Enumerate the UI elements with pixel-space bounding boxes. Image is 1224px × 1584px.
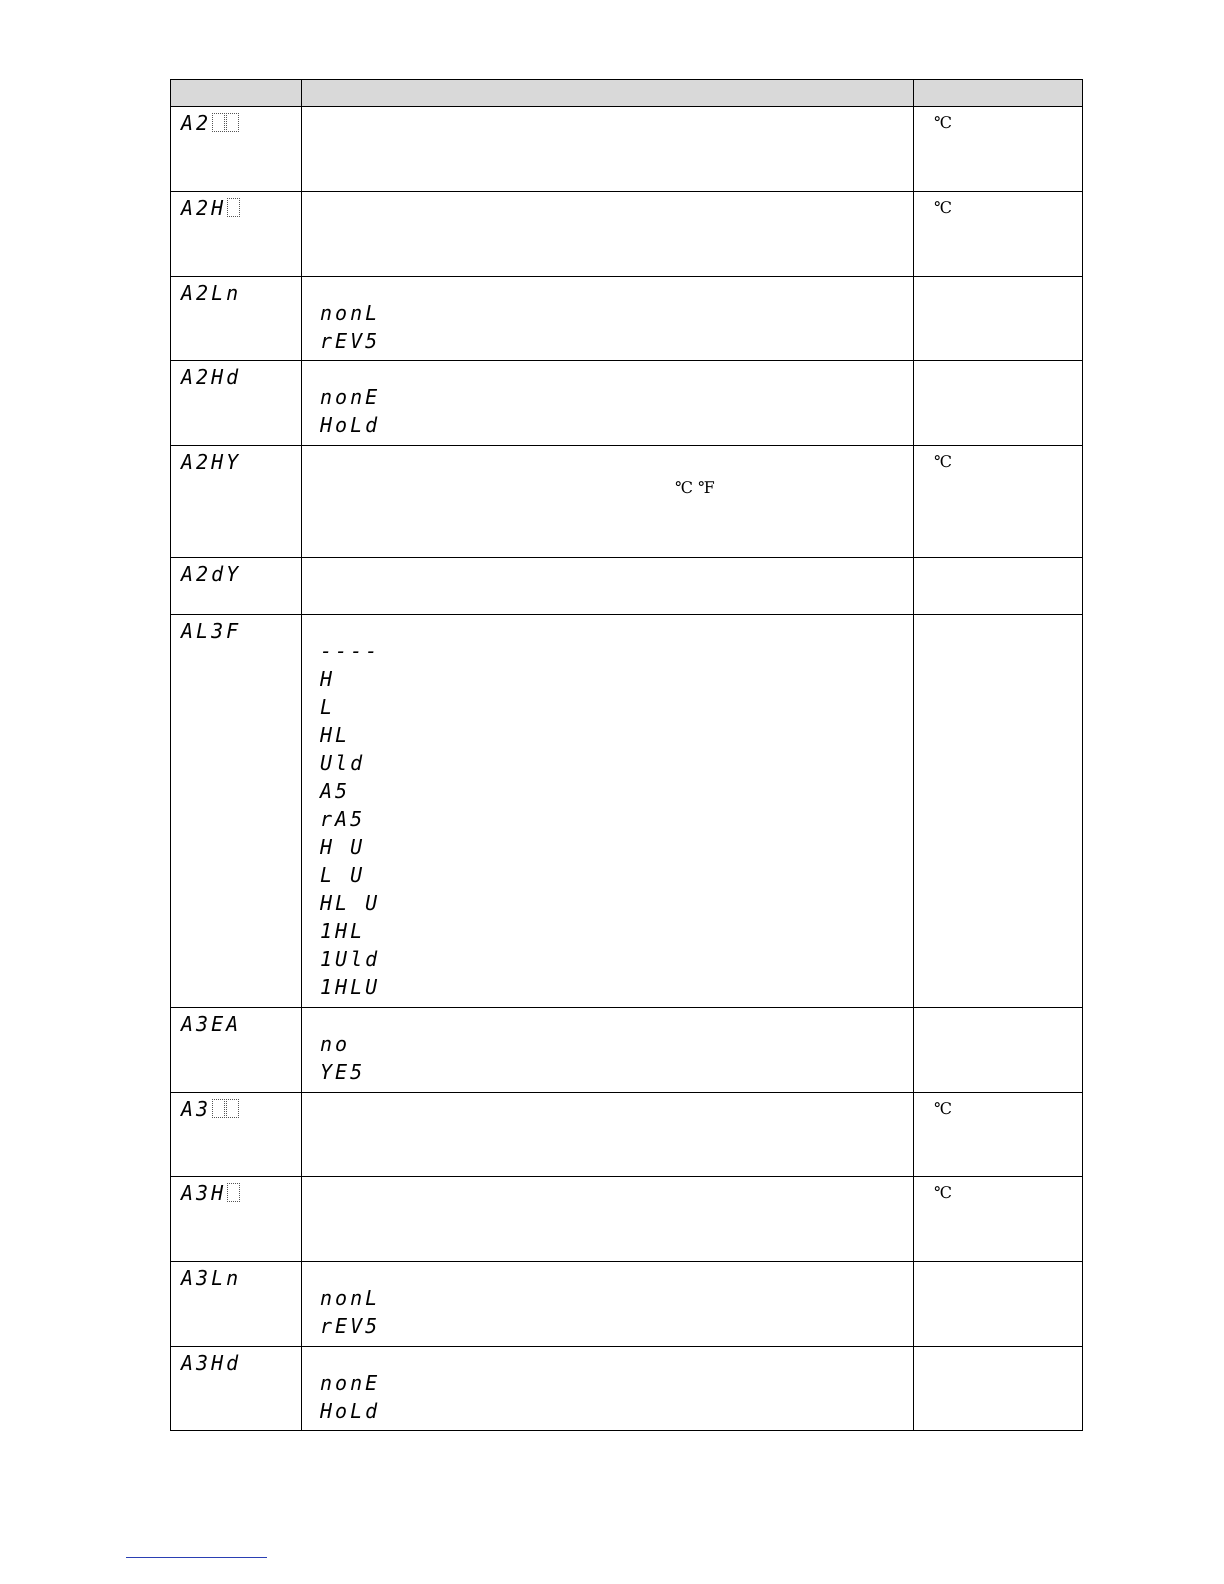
blank-digit-box [227,198,240,217]
blank-digit-box [212,1099,225,1118]
unit-cell [914,1008,1083,1093]
table-row [171,1262,1083,1347]
parameter-code: A3H [181,1181,227,1205]
parameter-code: A2H [181,196,227,220]
option-code: nonE [320,1371,381,1395]
table-row [171,558,1083,615]
unit-cell: ℃ [914,1177,1083,1262]
option-code: HoLd [320,413,381,437]
unit-cell: ℃ [914,107,1083,192]
parameter-code-cell [171,361,302,446]
option-code: 1HL [320,919,366,943]
option-code: H [320,667,336,691]
unit-cell: ℃ [914,1093,1083,1177]
option-code: A5 [320,779,351,803]
header-description [302,80,914,107]
table-row [171,1093,1083,1177]
blank-digit-box [226,1099,239,1118]
table-row [171,361,1083,446]
option-code: YE5 [320,1060,366,1084]
unit-cell [914,1347,1083,1431]
parameter-code-cell [171,192,302,277]
option-code: nonL [320,301,381,325]
unit-cell: ℃ [914,446,1083,558]
table-row [171,1347,1083,1431]
footer-link-underline[interactable] [126,1557,267,1558]
option-code: 1HLU [320,975,381,999]
option-code: no [320,1032,351,1056]
parameter-code: AL3F [181,619,242,643]
blank-digit-box [227,1183,240,1202]
description-cell [302,192,914,277]
header-unit [914,80,1083,107]
parameter-code-cell [171,615,302,1008]
table-row [171,107,1083,192]
parameter-code: A3Ln [181,1266,242,1290]
description-cell [302,558,914,615]
parameter-code-cell [171,107,302,192]
unit-cell [914,558,1083,615]
parameter-code-cell [171,277,302,361]
description-cell [302,107,914,192]
option-code: 1Uld [320,947,381,971]
description-cell [302,1347,914,1431]
option-code: nonE [320,385,381,409]
blank-digit-box [212,113,225,132]
parameter-code-cell [171,1347,302,1431]
option-code: L [320,695,336,719]
unit-cell [914,361,1083,446]
option-code: rA5 [320,807,366,831]
parameter-code-cell [171,446,302,558]
parameter-code-cell [171,1262,302,1347]
parameter-code: A2 [181,111,212,135]
description-cell [302,277,914,361]
parameter-code-cell [171,1177,302,1262]
table-row [171,192,1083,277]
option-code: HL U [320,891,381,915]
option-code: HL [320,723,351,747]
description-cell [302,615,914,1008]
parameter-code: A3Hd [181,1351,242,1375]
parameter-code: A3EA [181,1012,242,1036]
option-code: HoLd [320,1399,381,1423]
description-cell [302,361,914,446]
option-code: ---- [320,639,381,663]
parameter-code-cell [171,1008,302,1093]
parameter-code: A2Hd [181,365,242,389]
option-code: rEV5 [320,329,381,353]
option-code: rEV5 [320,1314,381,1338]
option-code: L U [320,863,366,887]
table-header-row [171,80,1083,107]
unit-cell [914,277,1083,361]
parameter-table [170,79,1083,1431]
option-code: nonL [320,1286,381,1310]
unit-cell: ℃ [914,192,1083,277]
description-cell [302,446,914,558]
table-row [171,615,1083,1008]
table-row [171,277,1083,361]
parameter-code-cell [171,558,302,615]
unit-note: ℃ ℉ [675,478,715,497]
parameter-code: A2Ln [181,281,242,305]
parameter-code: A3 [181,1097,212,1121]
table-row [171,1177,1083,1262]
description-cell [302,1008,914,1093]
parameter-code: A2HY [181,450,242,474]
description-cell [302,1262,914,1347]
unit-cell [914,615,1083,1008]
parameter-code-cell [171,1093,302,1177]
option-code: Uld [320,751,366,775]
header-code [171,80,302,107]
option-code: H U [320,835,366,859]
unit-cell [914,1262,1083,1347]
description-cell [302,1177,914,1262]
description-cell [302,1093,914,1177]
blank-digit-box [226,113,239,132]
table-row [171,446,1083,558]
table-row [171,1008,1083,1093]
parameter-code: A2dY [181,562,242,586]
